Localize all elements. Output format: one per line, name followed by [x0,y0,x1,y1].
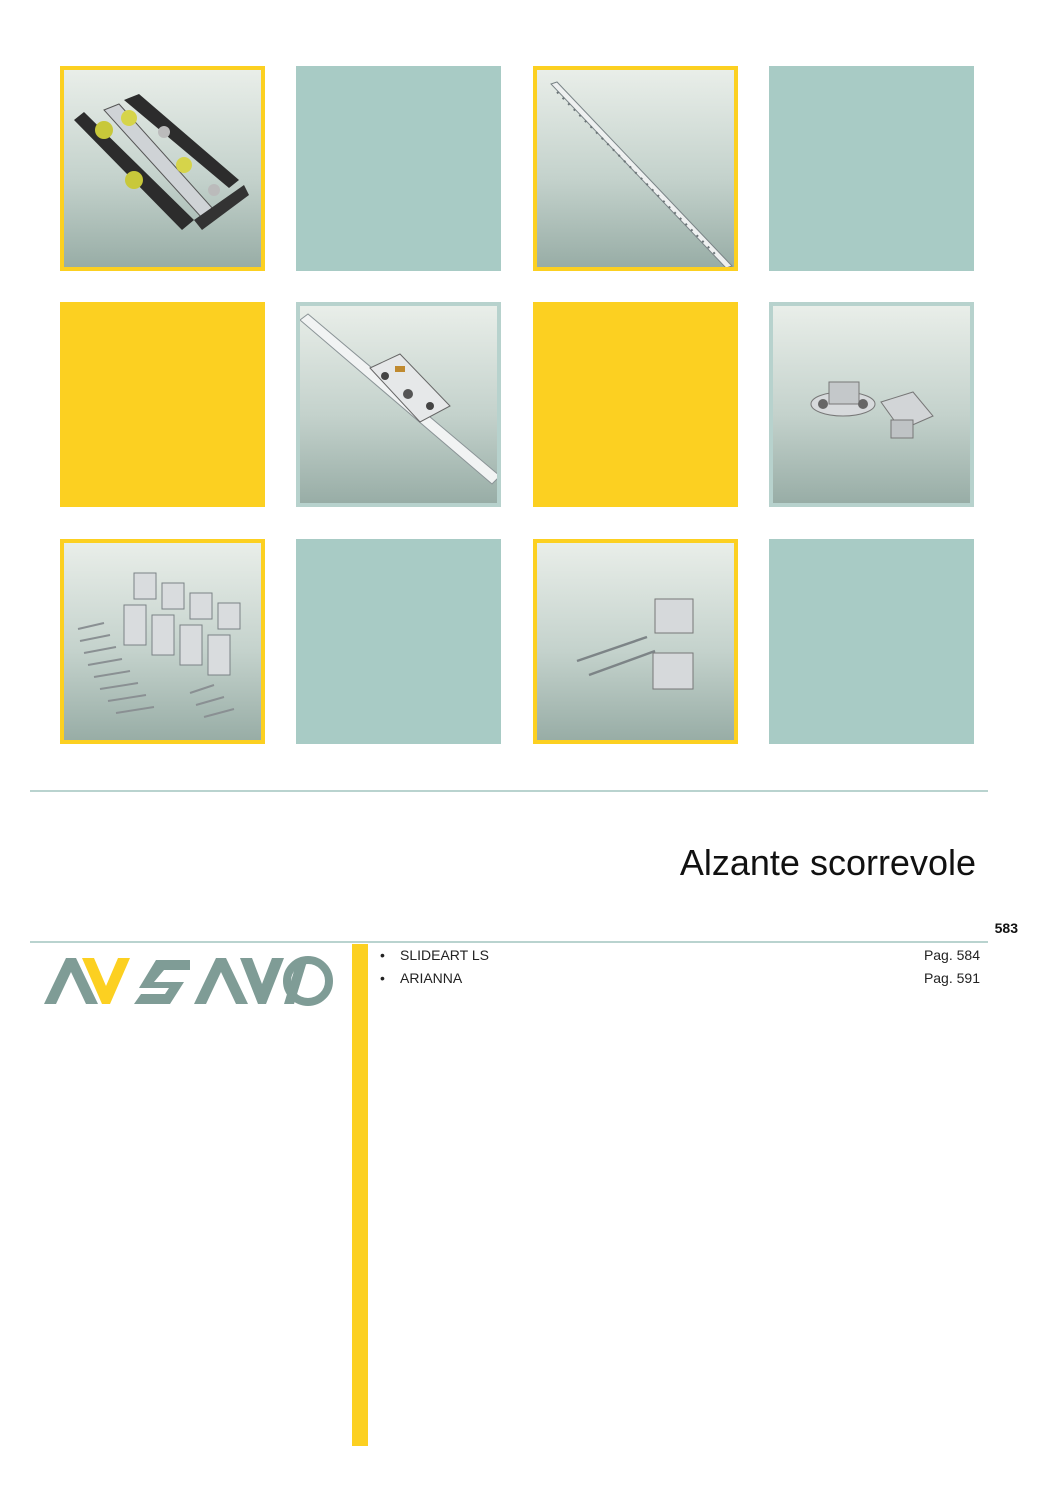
keeper-blocks-icon [773,306,970,503]
savio-logo [44,956,334,1006]
tile-keeper-blocks-photo [769,302,974,507]
tile-lock-gearbox-photo [296,302,501,507]
tile-yellow [533,302,738,507]
bullet: • [380,970,385,986]
lock-gearbox-icon [300,306,497,503]
toc-item-page: Pag. 591 [923,970,980,986]
page-number: 583 [994,920,1018,936]
toc-item-name: ARIANNA [400,970,463,986]
tile-teal [769,66,974,271]
tile-espagnolette-bar-photo [533,66,738,271]
toc-item-page: Pag. 584 [923,947,980,963]
top-rule [30,790,988,792]
bottom-rule [30,941,988,943]
tile-teal [296,539,501,744]
bracket-screws-icon [537,543,734,740]
bracket-kit-icon [64,543,261,740]
toc-item-name: SLIDEART LS [400,947,489,963]
tile-yellow [60,302,265,507]
section-title: Alzante scorrevole [679,842,976,883]
tile-bracket-kit-photo [60,539,265,744]
toc-item[interactable] [380,970,980,990]
tile-bracket-screws-photo [533,539,738,744]
tile-teal [296,66,501,271]
bullet: • [380,947,385,963]
roller-carriage-icon [64,70,261,267]
toc-item[interactable] [380,947,980,967]
tile-roller-carriage-photo [60,66,265,271]
espagnolette-bar-icon [537,70,734,267]
yellow-sidebar-bar [352,944,368,1446]
tile-teal [769,539,974,744]
